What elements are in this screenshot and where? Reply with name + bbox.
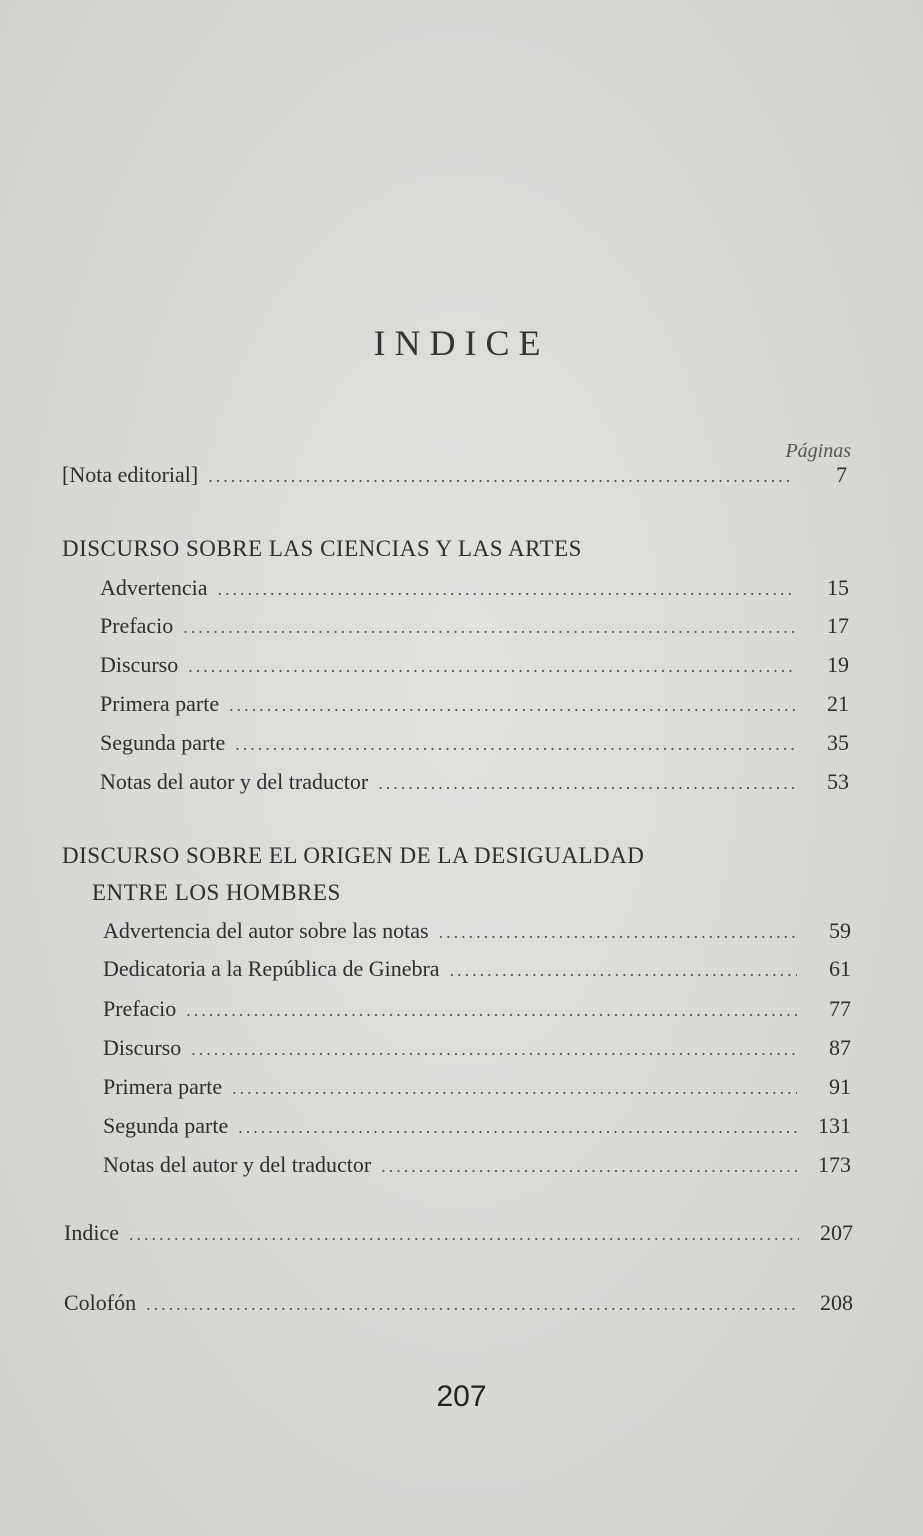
toc-entry-page: 19 [827, 652, 849, 677]
toc-entry [100, 691, 849, 725]
toc-entry-page: 208 [820, 1290, 853, 1315]
dot-leader [186, 1000, 797, 1021]
toc-entry-label: Advertencia del autor sobre las notas [103, 918, 429, 943]
dot-leader [146, 1294, 799, 1315]
toc-entry [103, 1152, 851, 1186]
toc-entry-label: [Nota editorial] [62, 462, 199, 487]
toc-entry-page: 61 [829, 956, 851, 981]
toc-entry-label: Notas del autor y del traductor [103, 1152, 372, 1177]
toc-entry-label: Indice [64, 1220, 119, 1245]
toc-entry-label: Prefacio [103, 996, 177, 1021]
toc-entry-label: Notas del autor y del traductor [100, 769, 369, 794]
toc-entry-page: 21 [827, 691, 849, 716]
toc-entry-label: Discurso [100, 652, 179, 677]
toc-entry-page: 59 [829, 918, 851, 943]
dot-leader [229, 695, 795, 716]
toc-entry [100, 730, 849, 764]
toc-entry-page: 173 [818, 1152, 851, 1177]
dot-leader [129, 1224, 799, 1245]
section-heading: DISCURSO SOBRE EL ORIGEN DE LA DESIGUALDAD [62, 843, 645, 868]
toc-entry [103, 1113, 851, 1147]
toc-entry-page: 7 [836, 462, 847, 487]
toc-entry-page: 35 [827, 730, 849, 755]
dot-leader [208, 466, 793, 487]
toc-entry [103, 918, 851, 952]
toc-entry-colofon [64, 1290, 853, 1324]
dot-leader [439, 922, 797, 943]
toc-entry [100, 613, 849, 647]
toc-entry-page: 15 [827, 575, 849, 600]
toc-entry-label: Colofón [64, 1290, 137, 1315]
toc-entry-page: 91 [829, 1074, 851, 1099]
toc-entry [103, 956, 851, 990]
toc-entry [100, 652, 849, 686]
section-heading-continued: ENTRE LOS HOMBRES [92, 880, 341, 905]
dot-leader [235, 734, 795, 755]
dot-leader [381, 1156, 797, 1177]
toc-entry-label: Segunda parte [100, 730, 226, 755]
toc-entry-page: 131 [818, 1113, 851, 1138]
toc-entry-label: Segunda parte [103, 1113, 229, 1138]
dot-leader [191, 1039, 797, 1060]
section-heading: DISCURSO SOBRE LAS CIENCIAS Y LAS ARTES [62, 536, 582, 561]
toc-entry-nota [62, 462, 847, 496]
page-number: 207 [436, 1380, 487, 1413]
toc-entry-page: 87 [829, 1035, 851, 1060]
toc-entry-page: 77 [829, 996, 851, 1021]
toc-entry-page: 207 [820, 1220, 853, 1245]
dot-leader [238, 1117, 797, 1138]
toc-entry [103, 1035, 851, 1069]
toc-entry-label: Primera parte [100, 691, 220, 716]
toc-entry [103, 996, 851, 1030]
toc-entry-label: Prefacio [100, 613, 174, 638]
dot-leader [188, 656, 795, 677]
dot-leader [218, 579, 796, 600]
dot-leader [450, 960, 797, 981]
dot-leader [378, 773, 795, 794]
toc-entry [103, 1074, 851, 1108]
toc-entry-page: 53 [827, 769, 849, 794]
toc-entry-label: Dedicatoria a la República de Ginebra [103, 956, 440, 981]
toc-entry [100, 575, 849, 609]
toc-entry-label: Discurso [103, 1035, 182, 1060]
dot-leader [232, 1078, 797, 1099]
toc-entry-page: 17 [827, 613, 849, 638]
toc-entry-label: Primera parte [103, 1074, 223, 1099]
pages-column-header: Páginas [785, 440, 851, 462]
toc-entry-indice [64, 1220, 853, 1254]
dot-leader [183, 617, 795, 638]
toc-entry-label: Advertencia [100, 575, 208, 600]
toc-entry [100, 769, 849, 803]
page-title: INDICE [373, 323, 550, 363]
